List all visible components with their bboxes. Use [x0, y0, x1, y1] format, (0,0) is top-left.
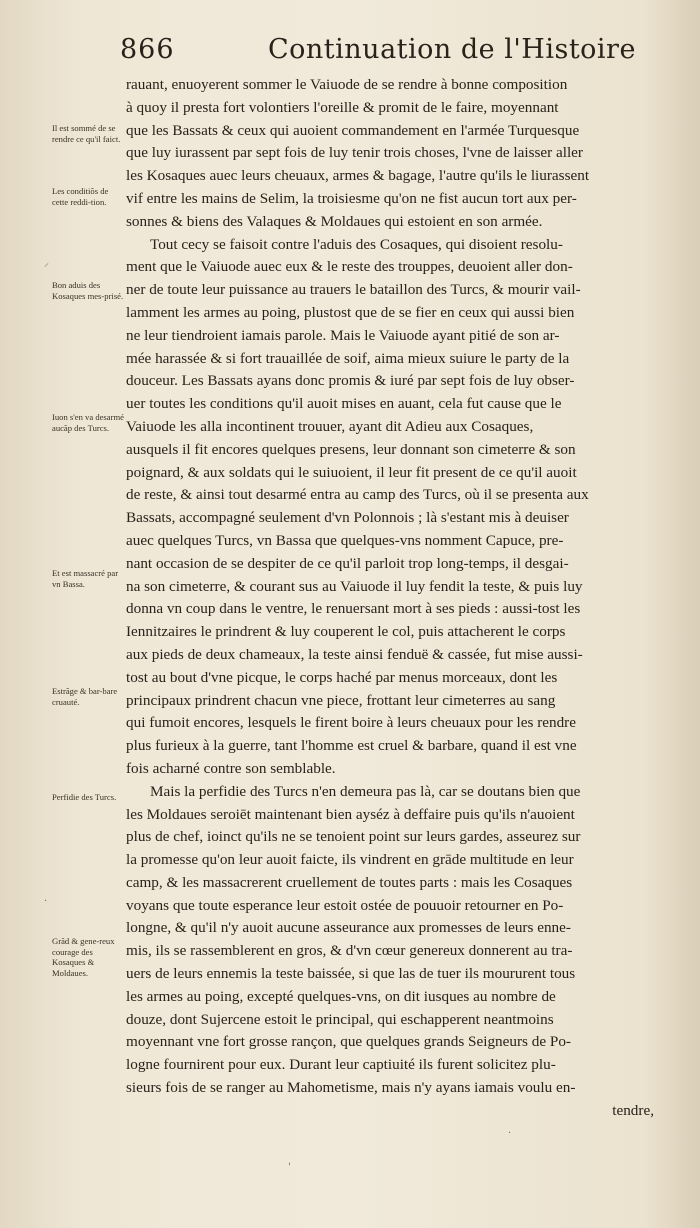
text-line: na son cimeterre, & courant sus au Vaiuode il luy fendit la teste, & puis luy [126, 577, 583, 595]
text-line: tost au bout d'vne picque, le corps haché par menus morceaux, dont les [126, 668, 558, 686]
text-line: uers de leurs ennemis la teste baissée, si que las de tuer ils moururent tous [126, 965, 576, 983]
text-line: aux pieds de deux chameaux, la teste ainsi fenduë & cassée, fut mise aussi- [126, 645, 583, 663]
text-line: Vaiuode les alla incontinent trouuer, ayant dit Adieu aux Cosaques, [126, 417, 534, 435]
page-header [0, 34, 700, 74]
margin-note: Les conditiõs de cette reddi-tion. [52, 186, 109, 207]
text-line: lamment les armes au poing, plustost que de se fier en ceux qui aussi bien [126, 303, 575, 321]
text-line: ment que le Vaiuode auec eux & le reste des trouppes, deuoient aller don- [126, 258, 573, 276]
main-text [126, 74, 654, 1123]
text-line: mis, ils se rassemblerent en gros, & d'vn cœur genereux donnerent au tra- [126, 942, 573, 960]
text-line: principaux prindrent chacun vne piece, frottant leur cimeterres au sang [126, 691, 556, 709]
text-line: mée harassée & si fort trauaillée de soif, aima mieux suiure le party de la [126, 349, 570, 367]
text-line: que luy iurassent par sept fois de luy tenir trois choses, l'vne de laisser aller [126, 144, 583, 162]
text-line: nant occasion de se despiter de ce qu'il parloit trop long-temps, il desgai- [126, 554, 569, 572]
text-line: plus furieux à la guerre, tant l'homme est cruel & barbare, quand il est vne [126, 737, 577, 755]
text-line: ner de toute leur puissance au trauers le bataillon des Turcs, & mourir vail- [126, 281, 581, 299]
margin-note: Il est sommé de se rendre ce qu'il faict. [52, 123, 121, 144]
text-line: douze, dont Sujercene estoit le principal, qui eschapperent neantmoins [126, 1010, 554, 1028]
text-line: vif entre les mains de Selim, la troisiesme qu'on ne fist aucun tort aux per- [126, 189, 577, 207]
margin-note: Estrãge & bar-bare cruauté. [52, 686, 118, 707]
text-line: les armes au poing, excepté quelques-vns, on dit iusques au nombre de [126, 987, 556, 1005]
text-line: sieurs fois de se ranger au Mahometisme, mais n'y ayans iamais voulu en- [126, 1079, 576, 1097]
text-line: ausquels il fit encores quelques presens, leur donnant son cimeterre & son [126, 440, 576, 458]
text-line: rauant, enuoyerent sommer le Vaiuode de se rendre à bonne composition [126, 76, 568, 93]
text-line: Bassats, accompagné seulement d'vn Polonnois ; là s'estant mis à deuiser [126, 509, 569, 527]
text-line: de reste, & ainsi tout desarmé entra au camp des Turcs, où il se presenta aux [126, 486, 589, 504]
text-line: plus de chef, ioinct qu'ils ne se tenoient point sur leurs gardes, asseurez sur [126, 828, 581, 846]
text-line: douceur. Les Bassats ayans donc promis & iuré par sept fois de luy obser- [126, 372, 575, 390]
text-line: voyans que toute esperance leur estoit ostée de pouuoir retourner en Po- [126, 896, 564, 914]
running-title: Continuation de l'Histoire [268, 34, 636, 65]
text-line: fois acharné contre son semblable. [126, 759, 336, 777]
text-line: la promesse qu'on leur auoit faicte, ils vindrent en grāde multitude en leur [126, 851, 574, 869]
page-number: 866 [120, 34, 175, 65]
text-line: uer toutes les conditions qu'il auoit mises en auant, cela fut cause que le [126, 395, 562, 413]
text-line: ne leur tiendroient iamais parole. Mais le Vaiuode ayant pitié de son ar- [126, 326, 560, 344]
margin-note: Bon aduis des Kosaques mes-prisé. [52, 280, 124, 301]
ink-mark: · [44, 896, 48, 907]
text-line: poignard, & aux soldats qui le suiuoient, il leur fit present de ce qu'il auoit [126, 463, 577, 481]
text-line: longne, & qu'il n'y auoit aucune asseurance aux promesses de leurs enne- [126, 919, 571, 937]
ink-mark: · [508, 1128, 512, 1139]
margin-note: Grãd & gene-reux courage des Kosaques & Moldaues. [52, 936, 115, 978]
catchword: tendre, [612, 1101, 654, 1119]
text-line: Iennitzaires le prindrent & luy couperent le col, puis attacherent le corps [126, 623, 566, 641]
text-line: sonnes & biens des Valaques & Moldaues qui estoient en son armée. [126, 212, 543, 230]
margin-note: Et est massacré par vn Bassa. [52, 568, 119, 589]
text-line: Tout cecy se faisoit contre l'aduis des Cosaques, qui disoient resolu- [150, 235, 563, 253]
text-line: moyennant vne fort grosse rançon, que quelques grands Seigneurs de Po- [126, 1033, 571, 1051]
text-line: les Moldaues seroiēt maintenant bien ayséz à deffaire puis qu'ils n'auoient [126, 805, 575, 823]
text-line: donna vn coup dans le ventre, le renuersant mort à ses pieds : aussi-tost les [126, 600, 581, 618]
text-line: Mais la perfidie des Turcs n'en demeura pas là, car se doutans bien que [150, 782, 581, 800]
margin-note: Iuon s'en va desarmé aucãp des Turcs. [52, 412, 124, 433]
text-line: que les Bassats & ceux qui auoient commandement en l'armée Turquesque [126, 121, 580, 139]
ink-mark: ⸝ [44, 258, 49, 269]
text-line: les Kosaques auec leurs cheuaux, armes & bagage, l'autre qu'ils le liurassent [126, 167, 590, 185]
ink-mark: ' [288, 1162, 291, 1173]
text-line: qui fumoit encores, lesquels le firent boire à leurs cheuaux pour les rendre [126, 714, 576, 732]
text-line: camp, & les massacrerent cruellement de toutes parts : mais les Cosaques [126, 873, 573, 891]
margin-note: Perfidie des Turcs. [52, 792, 117, 802]
text-line: auec quelques Turcs, vn Bassa que quelques-vns nomment Capuce, pre- [126, 531, 564, 549]
text-line: logne fournirent pour eux. Durant leur captiuité ils furent solicitez plu- [126, 1056, 556, 1074]
text-line: à quoy il presta fort volontiers l'oreille & promit de le faire, moyennant [126, 98, 559, 116]
